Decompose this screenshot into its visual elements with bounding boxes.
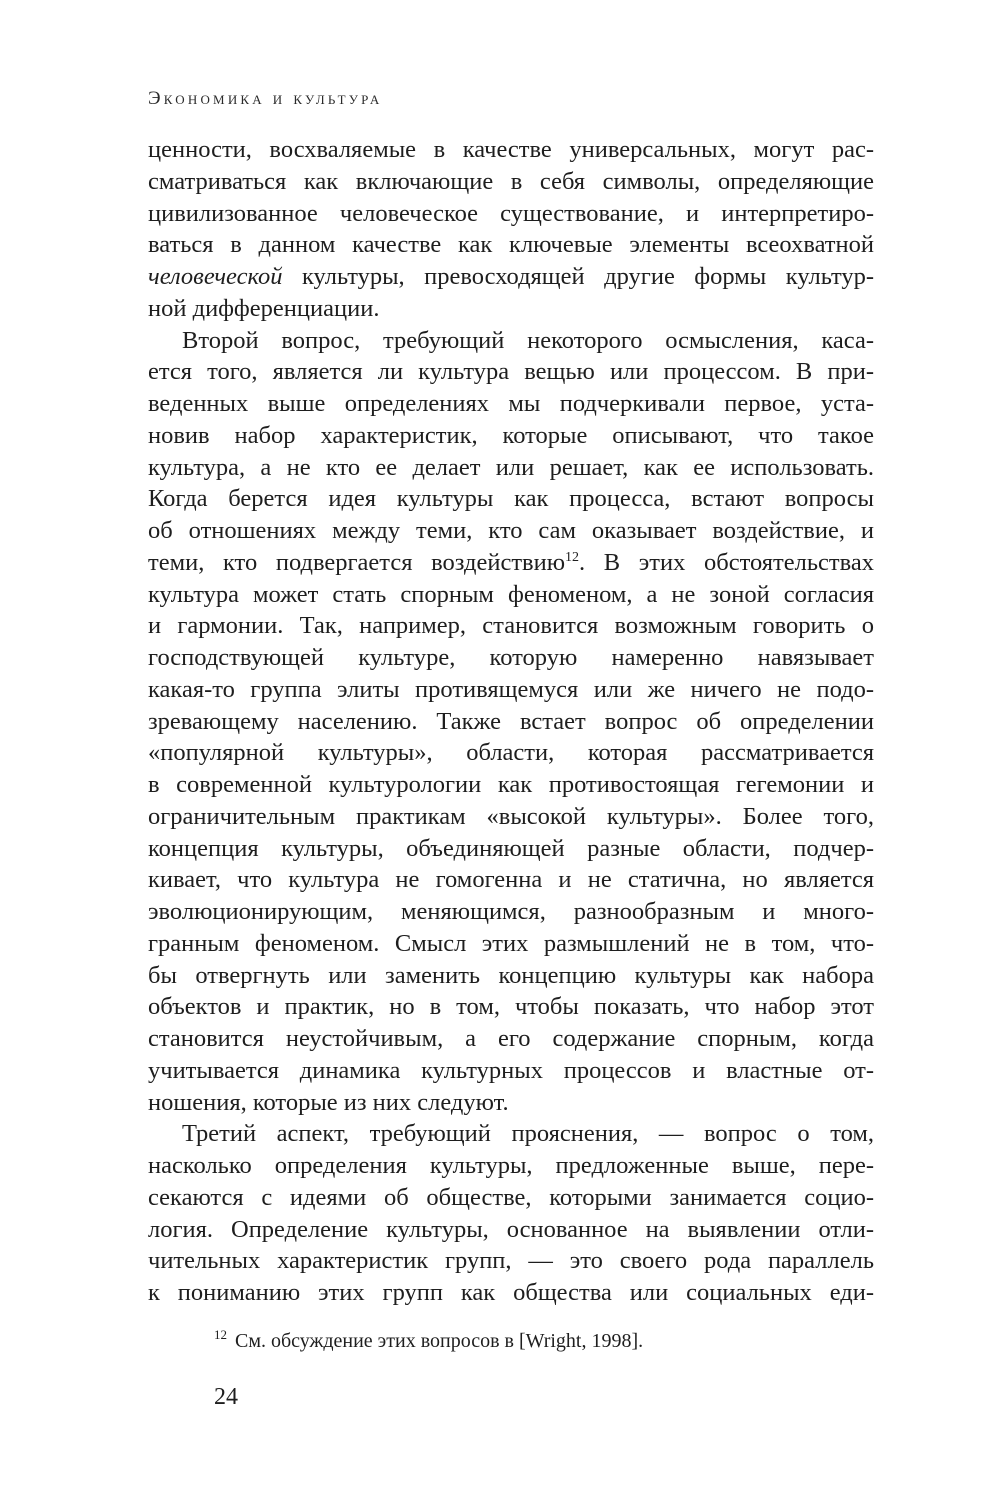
text-line: гранным феноменом. Смысл этих размышлений не в том, что-	[148, 929, 874, 957]
text-line: в современной культурологии как противостоящая гегемонии и	[148, 771, 874, 798]
footnote	[214, 1328, 643, 1354]
text-line: ограничительным практикам «высокой культуры». Более того,	[148, 802, 874, 830]
text-line: ваться в данном качестве как ключевые элементы всеохватной	[148, 231, 874, 259]
text-line: ношения, которые из них следуют.	[148, 1088, 509, 1116]
text-line: ной дифференциации.	[148, 294, 380, 322]
text-fragment: теми, кто подвергается воздействию	[148, 548, 566, 576]
text-line: культура, а не кто ее делает или решает, как ее использовать.	[148, 453, 874, 481]
text-line: новив набор характеристик, которые описывают, что такое	[148, 421, 874, 449]
text-line: Третий аспект, требующий прояснения, — вопрос о том,	[182, 1120, 874, 1148]
book-page	[148, 0, 874, 1500]
text-line: веденных выше определениях мы подчеркивали первое, уста-	[148, 390, 874, 417]
text-line: учитывается динамика культурных процессов и властные от-	[148, 1056, 874, 1084]
text-line: бы отвергнуть или заменить концепцию культуры как набора	[148, 961, 874, 989]
footnote-ref: 12	[565, 549, 580, 565]
text-line: кивает, что культура не гомогенна и не статична, но является	[148, 866, 874, 894]
text-line: объектов и практик, но в том, чтобы показать, что набор этот	[148, 993, 874, 1021]
italic-term: человеческой	[148, 263, 283, 290]
text-line: об отношениях между теми, кто сам оказывает воздействие, и	[148, 517, 874, 544]
text-line: логия. Определение культуры, основанное на выявлении отли-	[148, 1215, 874, 1243]
text-line: чительных характеристик групп, — это своего рода параллель	[148, 1247, 874, 1275]
footnote-text: См. обсуждение этих вопросов в [Wright, 1998].	[235, 1330, 644, 1352]
text-line: становится неустойчивым, а его содержание спорным, когда	[148, 1025, 874, 1052]
page-number: 24	[214, 1384, 238, 1410]
text-line: секаются с идеями об обществе, которыми занимается социо-	[148, 1183, 874, 1211]
footnote-number: 12	[214, 1327, 227, 1342]
body-text	[148, 134, 874, 1309]
text-line: ценности, восхваляемые в качестве универсальных, могут рас-	[148, 136, 874, 163]
text-line: зревающему населению. Также встает вопрос об определении	[148, 707, 874, 735]
text-line: цивилизованное человеческое существование, и интерпретиро-	[148, 199, 874, 227]
text-fragment: культуры, превосходящей другие формы культур-	[282, 263, 874, 290]
text-line: концепция культуры, объединяющей разные области, подчер-	[148, 834, 874, 862]
text-line: ется того, является ли культура вещью или процессом. В при-	[148, 358, 874, 386]
text-line: и гармонии. Так, например, становится возможным говорить о	[148, 612, 874, 640]
text-line: к пониманию этих групп как общества или социальных еди-	[148, 1279, 874, 1306]
text-line: культура может стать спорным феноменом, а не зоной согласия	[148, 580, 874, 608]
text-line	[148, 547, 874, 579]
text-line: какая-то группа элиты противящемуся или же ничего не подо-	[148, 675, 874, 703]
running-head: Экономика и культура	[148, 88, 383, 109]
text-line	[148, 261, 874, 293]
text-line: насколько определения культуры, предложенные выше, пере-	[148, 1152, 874, 1179]
text-line: господствующей культуре, которую намеренно навязывает	[148, 644, 874, 671]
text-fragment: . В этих обстоятельствах	[579, 548, 874, 576]
text-line: Когда берется идея культуры как процесса, встают вопросы	[148, 485, 874, 513]
text-line: «популярной культуры», области, которая рассматривается	[148, 739, 874, 767]
text-line: эволюционирующим, меняющимся, разнообразным и много-	[148, 898, 874, 925]
text-line: сматриваться как включающие в себя символы, определяющие	[148, 167, 874, 195]
text-line: Второй вопрос, требующий некоторого осмысления, каса-	[182, 326, 874, 354]
